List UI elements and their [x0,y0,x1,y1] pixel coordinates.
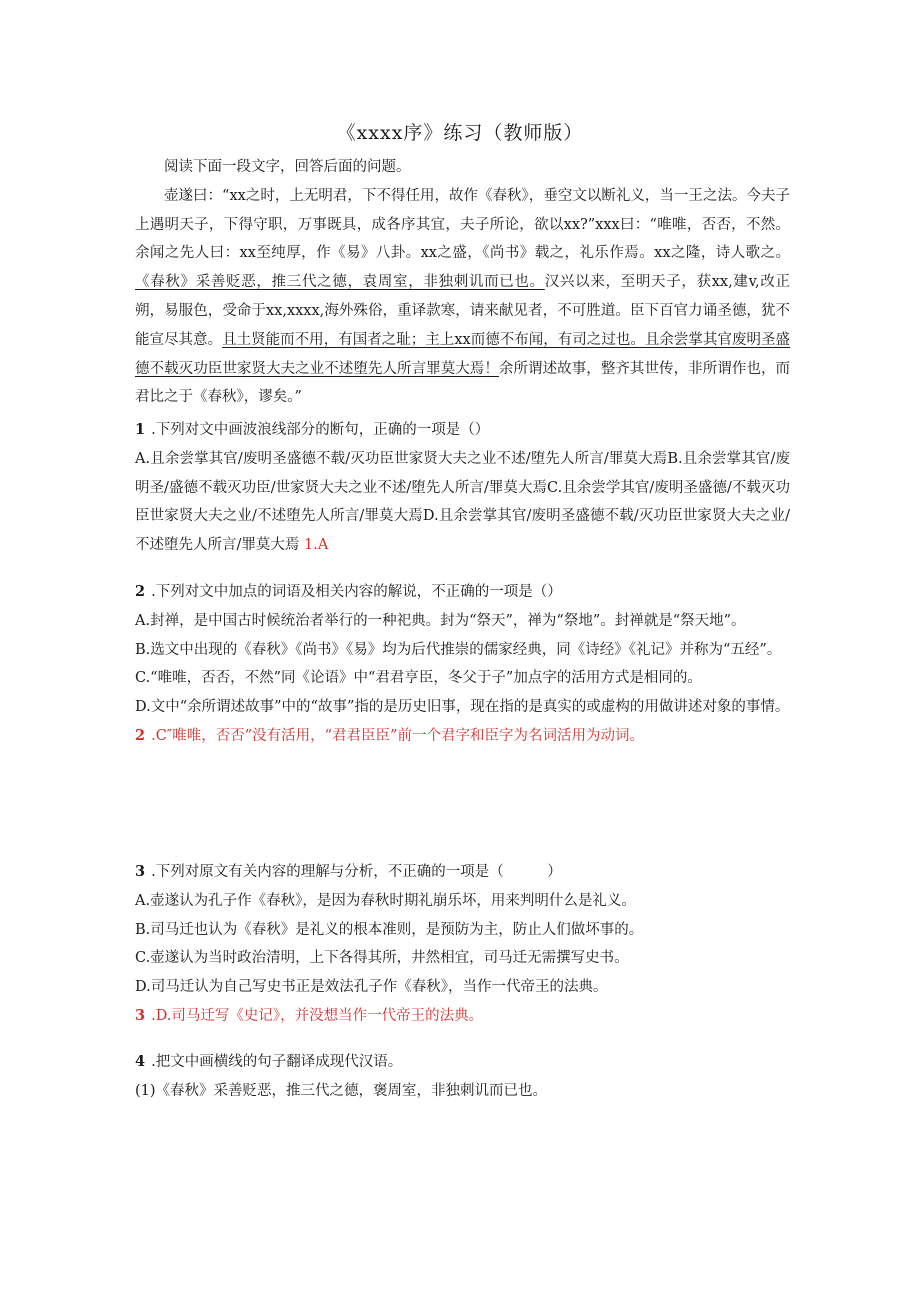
wavy-line-sentence: 且余尝掌其官废明圣盛德不载灭功臣世家贤大夫之业不述堕先人所言罪莫大焉！ [135,331,791,377]
question-2 [135,578,790,751]
question-stem: 2 .下列对文中加点的词语及相关内容的解说，不正确的一项是（） [135,583,562,600]
translation-item-1: (1)《春秋》采善贬恶，推三代之德，褒周室，非独刺讥而已也。 [135,1082,548,1099]
passage-block [135,153,790,412]
question-number: 4 [135,1053,146,1070]
passage-text: 壶遂曰：“xx之时，上无明君，下不得任用，故作《春秋》，垂空文以断礼义，当一王之法。今夫子上遇明天子，下得守职，万事既具，成各序其宜，夫子所论，欲以xx?”xxx曰：“唯唯，否否，不然。余闻之先人曰：xx至纯厚，作《易》八卦。xx之盛，《尚书》载之，礼乐作焉。xx之隆，诗人歌之。 [135,187,790,262]
passage-text: 汉兴以来，至明天子，获xx,建v,改正朔，易服色，受命于xx,xxxx,海外殊俗，重译款寒，请来献见者，不可胜道。臣下百官力诵圣德，犹不能宣尽其意。 [135,274,791,348]
underlined-sentence-2: 且土贤能而不用，有国者之耻；主上xx而德不布闻，有司之过也。 [222,331,645,348]
option-b: B.司马迁也认为《春秋》是礼义的根本准则，是预防为主，防止人们做坏事的。 [135,921,644,938]
option-d: D.司马迁认为自己写史书正是效法孔子作《春秋》，当作一代帝王的法典。 [135,979,608,996]
option-a: A.壶遂认为孔子作《春秋》，是因为春秋时期礼崩乐坏，用来判明什么是礼义。 [135,892,636,909]
passage-text: 余所谓述故事，整齐其世传，非所谓作也，而君比之于《春秋》，谬矣。” [135,360,790,406]
question-number: 3 [135,863,146,880]
question-1 [135,416,790,560]
option-c: C.壶遂认为当时政治清明，上下各得其所，井然相宜，司马迁无需撰写史书。 [135,950,629,967]
underlined-sentence-1: 《春秋》采善贬恶，推三代之德，袁周室，非独刺讥而已也。 [135,274,545,291]
option-c: C.“唯唯，否否，不然”同《论语》中“君君亨臣，冬父于子”加点字的活用方式是相同的。 [135,670,702,687]
instruction-text: 阅读下面一段文字，回答后面的问题。 [164,159,411,175]
question-stem: 4 .把文中画横线的句子翻译成现代汉语。 [135,1053,403,1070]
page-title: 《xxxx序》练习（教师版） [336,122,584,144]
question-3 [135,858,790,1031]
question-stem: 3 .下列对原文有关内容的理解与分析，不正确的一项是（ ） [135,863,562,880]
question-number: 2 [135,583,146,600]
question-options: A.且余尝掌其官/废明圣盛德不载/灭功臣世家贤大夫之业不述/堕先人所言/罪莫大焉B.且余尝掌其官/废明圣/盛德不载灭功臣/世家贤大夫之业不述/堕先人所言/罪莫大焉C.且余尝学其官/废明圣盛德/不载灭功臣世家贤大夫之业/不述堕先人所言/罪莫大焉D.且余尝掌其官/废明圣盛德不载/灭功臣世家贤大夫之业/不述堕先人所言/罪莫大焉 1.A [135,450,790,554]
question-stem: 1 .下列对文中画波浪线部分的断句，正确的一项是（） [135,421,490,438]
option-d: D.文中“余所谓述故事”中的“故事”指的是历史旧事，现在指的是真实的或虚构的用做讲述对象的事情。 [135,699,790,716]
answer-text: 1.A [304,537,329,554]
answer-text: 3 .D.司马迁写《史记》，并没想当作一代帝王的法典。 [135,1006,484,1024]
question-number: 1 [135,421,146,438]
option-b: B.选文中出现的《春秋》《尚书》《易》均为后代推崇的儒家经典，同《诗经》《礼记》并称为“五经”。 [135,641,782,658]
question-4 [135,1048,790,1106]
option-a: A.封禅，是中国古时候统治者举行的一种祀典。封为“祭天”，禅为“祭地”。封禅就是“祭天地”。 [135,612,746,629]
answer-text: 2 .C″唯唯，否否”没有活用，“君君臣臣”前一个君字和臣字为名词活用为动词。 [135,726,644,744]
passage-paragraph [135,182,790,412]
